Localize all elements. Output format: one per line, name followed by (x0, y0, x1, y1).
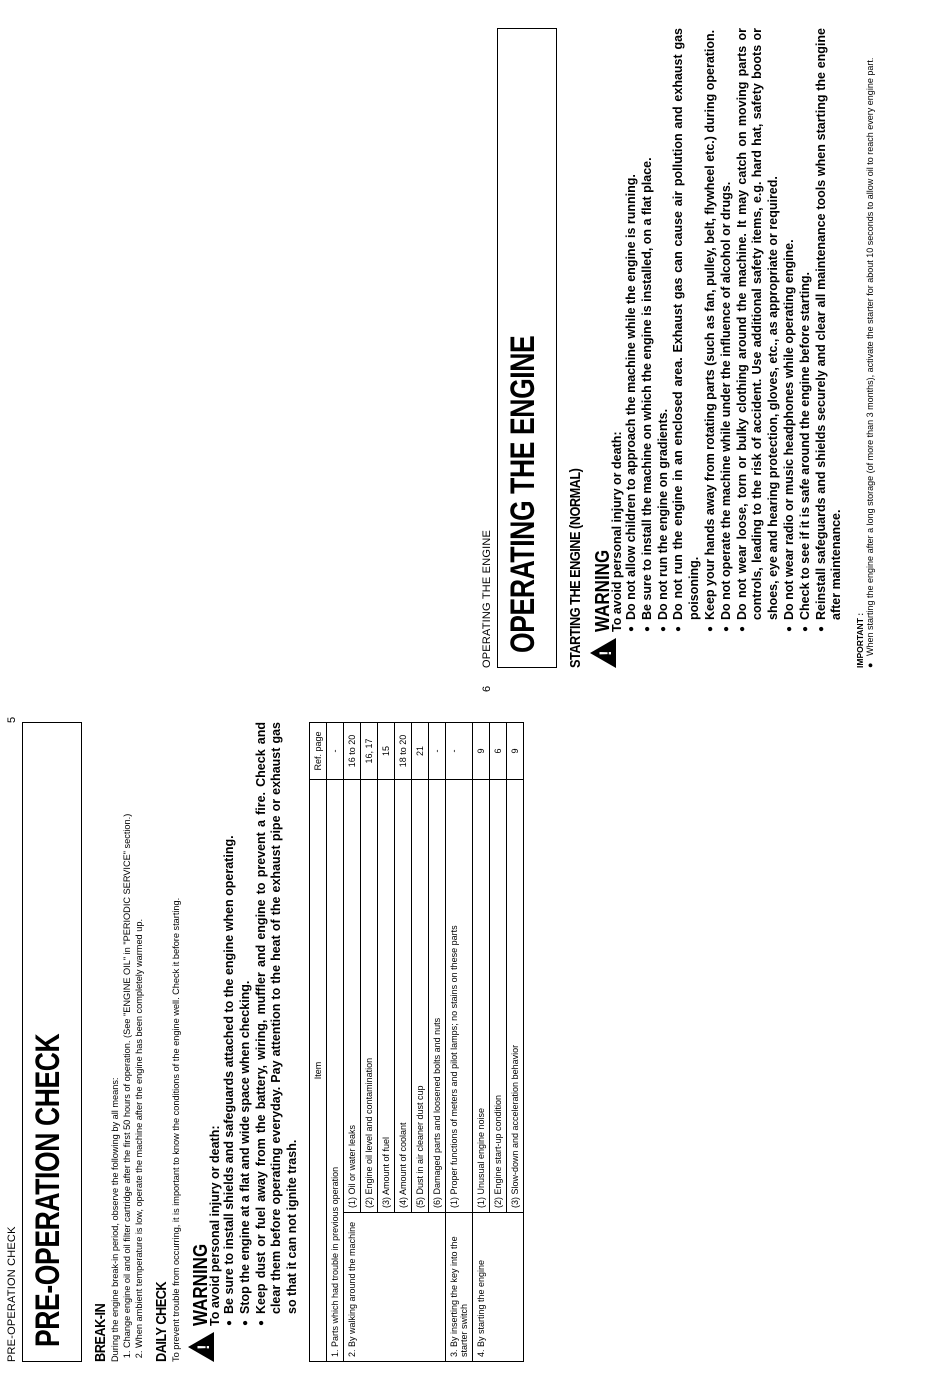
list-item: ● Do not operate the machine while under the influence of alcohol or drugs. (719, 28, 735, 632)
list-item: ● Keep your hands away from rotating parts (such as fan, pulley, belt, flywheel etc.) during operation. (703, 28, 719, 632)
starting-engine-heading: STARTING THE ENGINE (NORMAL) (567, 468, 584, 668)
warning-lead: To avoid personal injury or death: (208, 1125, 222, 1326)
table-row (472, 723, 489, 1362)
list-item: ● Do not wear radio or music headphones while operating engine. (782, 28, 798, 632)
break-in-list (121, 722, 145, 1362)
break-in-heading: BREAK-IN (92, 1303, 109, 1362)
break-in-intro: During the engine break-in period, observe the following by all means: (110, 1077, 120, 1362)
table-cell: (2) Engine oil level and contamination (360, 780, 377, 1213)
warning-symbol: ! (596, 650, 615, 656)
table-header-row (309, 723, 326, 1362)
page-title: OPERATING THE ENGINE (504, 335, 542, 653)
page-title: PRE-OPERATION CHECK (29, 1033, 67, 1347)
daily-check-table (309, 722, 524, 1362)
list-item: 1. Change engine oil and oil filter cartridge after the first 50 hours of operation. (See "ENGINE OIL" in "PERIODIC SERVICE" section.) (121, 722, 133, 1348)
table-cell: (1) Oil or water leaks (343, 780, 360, 1213)
list-item: ● Do not wear loose, torn or bulky clothing around the machine. It may catch on moving parts or controls, leading to the risk of accident. Use additional safety items, e.g. hard hat, safety boots or shoes, eye and hearing protection, gloves, etc., as appropriate or required. (735, 28, 782, 632)
table-cell: (1) Proper functions of meters and pilot lamps; no stains on these parts (445, 780, 472, 1213)
warning-list (624, 28, 845, 668)
warning-lead: To avoid personal injury or death: (610, 431, 624, 632)
page-5 (0, 694, 520, 1388)
list-item: ● Stop the engine at a flat and wide space when checking. (238, 722, 254, 1326)
warning-triangle-icon (590, 638, 616, 668)
warning-triangle-icon (188, 1332, 214, 1362)
table-cell: - (326, 723, 343, 780)
table-cell: 9 (506, 723, 523, 780)
daily-check-heading: DAILY CHECK (153, 1281, 170, 1362)
list-item: ● Do not allow children to approach the machine while the engine is running. (624, 28, 640, 632)
table-cell: (3) Amount of fuel (377, 780, 394, 1213)
warning-label: WARNING (189, 1243, 212, 1326)
table-row (343, 723, 360, 1362)
table-cell: (3) Slow-down and acceleration behavior (506, 780, 523, 1213)
page-6 (475, 0, 950, 694)
table-row (326, 723, 343, 1362)
table-cell: 6 (489, 723, 506, 780)
daily-check-intro: To prevent trouble from occurring, it is important to know the conditions of the engine well. Check it before starting. (171, 897, 181, 1362)
list-item: ● Do not run the engine on gradients. (656, 28, 672, 632)
table-cell: - (428, 723, 445, 780)
table-cell: (4) Amount of coolant (394, 780, 411, 1213)
column-header: Ref. page (309, 723, 326, 780)
important-label: IMPORTANT : (855, 612, 866, 668)
list-item: ● Keep dust or fuel away from the battery, wiring, muffler and engine to prevent a fire. Check and clear them before operating everyday. Pay attention to the heat of the exhaust pipe or exhaust gas so that it can not ignite trash. (254, 722, 301, 1326)
table-cell: 4. By starting the engine (472, 1213, 523, 1362)
table-cell: - (445, 723, 472, 780)
page-number: 6 (481, 685, 493, 692)
table-cell: 15 (377, 723, 394, 780)
table-cell: (6) Damaged parts and loosened bolts and nuts (428, 780, 445, 1213)
table-cell: (2) Engine start-up condition (489, 780, 506, 1213)
page-title-box (22, 722, 82, 1362)
column-header: Item (309, 780, 326, 1362)
right-content (567, 28, 876, 668)
warning-label: WARNING (591, 549, 614, 632)
table-cell: 2. By walking around the machine (343, 1213, 445, 1362)
list-item: ● Reinstall safeguards and shields securely and clear all maintenance tools when starting the engine after maintenance. (814, 28, 846, 632)
table-cell: 9 (472, 723, 489, 780)
left-content (92, 722, 524, 1362)
table-cell: 18 to 20 (394, 723, 411, 780)
running-title: OPERATING THE ENGINE (481, 529, 493, 668)
warning-list (222, 722, 301, 1362)
list-item: ● Do not run the engine in an enclosed area. Exhaust gas can cause air pollution and exhaust gas poisoning. (671, 28, 703, 632)
table-cell: 16 to 20 (343, 723, 360, 780)
list-item: ● Be sure to install shields and safeguards attached to the engine when operating. (222, 722, 238, 1326)
list-item: ● Be sure to install the machine on which the engine is installed, on a flat place. (640, 28, 656, 632)
table-cell: 1. Parts which had trouble in previous operation (326, 780, 343, 1362)
important-item: ● When starting the engine after a long storage (of more than 3 months), activate the starter for about 10 seconds to allow oil to reach every engine part. (865, 28, 876, 668)
table-cell: (1) Unusual engine noise (472, 780, 489, 1213)
table-cell: 3. By inserting the key into the starter switch (445, 1213, 472, 1362)
table-row (445, 723, 472, 1362)
page-title-box (497, 28, 557, 668)
table-cell: 16, 17 (360, 723, 377, 780)
list-item: 2. When ambient temperature is low, operate the machine after the engine has been completely warmed up. (133, 722, 145, 1348)
warning-symbol: ! (194, 1344, 213, 1350)
table-cell: 21 (411, 723, 428, 780)
list-item: ● Check to see if it is safe around the engine before starting. (798, 28, 814, 632)
page-number: 5 (6, 716, 18, 723)
running-title: PRE-OPERATION CHECK (6, 1226, 18, 1362)
table-cell: (5) Dust in air cleaner dust cup (411, 780, 428, 1213)
